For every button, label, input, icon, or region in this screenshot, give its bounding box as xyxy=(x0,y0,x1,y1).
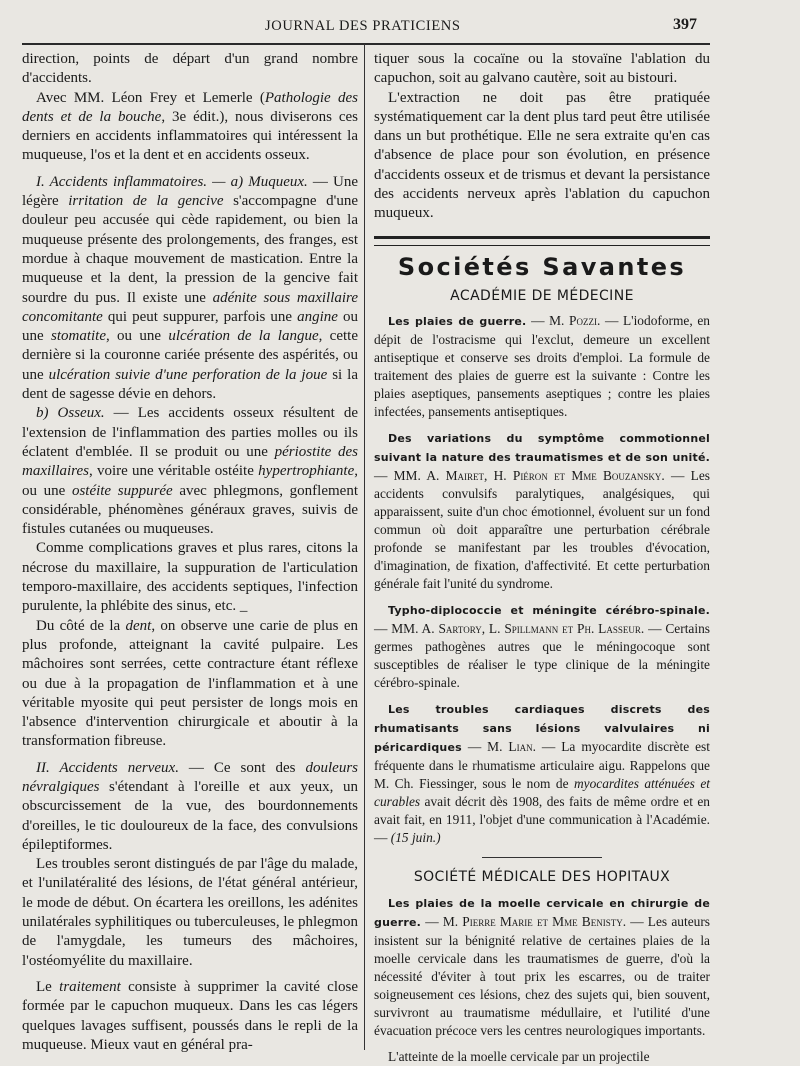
paragraph: Avec MM. Léon Frey et Lemerle (Pathologie des dents et de la bouche, 3e édit.), nous diviserons ces derniers en accidents inflammatoires qui intéressent la muqueuse, l'os et la dent et en accidents osseux. xyxy=(22,89,358,164)
page-number: 397 xyxy=(673,16,697,33)
journal-title: JOURNAL DES PRATICIENS xyxy=(265,18,461,34)
section-rule xyxy=(374,236,710,246)
society-entry: Les troubles cardiaques discrets des rhumatisants sans lésions valvulaires ni péricardiques — M. Lian. — La myocardite discrète est fréquente dans le rhumatisme articulaire aigu. Rappelons que M. Ch. Fiessinger, sous le nom de myocardites atténuées et curables avait décrit dès 1908, des faits de même ordre et en avait fait, en 1911, l'objet d'une communication à l'Académie. — (15 juin.) xyxy=(374,703,710,846)
running-header xyxy=(0,0,800,44)
society-entry: Typho-diplococcie et méningite cérébro-spinale. — MM. A. Sartory, L. Spillmann et Ph. Lasseur. — Certains germes pathogènes autres que le méningocoque sont susceptibles de réaliser le type clinique de la méningite cérébro-spinale. xyxy=(374,604,710,691)
paragraph: Les troubles seront distingués de par l'âge du malade, et l'unilatéralité des lésions, de l'état général antérieur, le mode de début. On écartera les oreillons, les adénites unilatérales syphilitiques ou tuberculeuses, le phlegmon de l'amygdale, les tumeurs des mâchoires, l'ostéomyélite du maxillaire. xyxy=(22,856,358,969)
right-column xyxy=(374,50,710,1066)
paragraph: L'atteinte de la moelle cervicale par un projectile xyxy=(388,1048,650,1064)
column-divider xyxy=(364,44,365,1050)
header-rule xyxy=(22,43,710,45)
paragraph: I. Accidents inflammatoires. — a) Muqueux. — Une légère irritation de la gencive s'accompagne d'une douleur peu accusée qui cède rapidement, ou bien la muqueuse présente des prolongements, des franges, est mordue à chaque mouvement de mastication. Entre la muqueuse et la dent, la pression de la gencive fait sourdre du pus. Il existe une adénite sous maxillaire concomitante qui peut suppurer, parfois une angine ou une stomatite, ou une ulcération de la langue, cette dernière si la couronne cariée présente des aspérités, ou une ulcération suivie d'une perforation de la joue si la dent de sagesse dévie en dehors. xyxy=(22,173,359,403)
paragraph: tiquer sous la cocaïne ou la stovaïne l'ablation du capuchon, soit au galvano cautère, soit au bistouri. xyxy=(374,51,710,87)
paragraph: Du côté de la dent, on observe une carie de plus en plus profonde, atteignant la cavité pulpaire. Les mâchoires sont serrées, cette contracture étant réflexe ou due à la propagation de l'inflammation et à une véritable myosite qui peut persister de longs mois en l'absence d'intervention chirurgicale et aboutir à la transformation fibreuse. xyxy=(22,617,358,750)
left-column xyxy=(22,50,358,1055)
society-entry: Les plaies de guerre. — M. Pozzi. — L'iodoforme, en dépit de l'ostracisme qui l'exclut, demeure un excellent antiseptique et conserve ses droits d'emploi. La formule de traitement des plaies de guerre est la suivante : Contre les plaies aseptiques, pansements aseptiques ; contre les plaies infectées, pansements antiseptiques. xyxy=(374,313,710,420)
society-entry: Des variations du symptôme commotionnel suivant la nature des traumatismes et de son unité. — MM. A. Mairet, H. Piéron et Mme Bouzansky. — Les accidents convulsifs paralytiques, analgésiques, qui apparaissent, suite d'un choc émotionnel, évoluent sur un fond commun où doit apparaître une perturbation cérébrale profonde se manifestant par les troubles d'évocation, d'imagination, de fixation, d'affectivité. Et cette perturbation générale fait l'unité du syndrome. xyxy=(374,432,710,592)
society-entry: Les plaies de la moelle cervicale en chirurgie de guerre. — M. Pierre Marie et Mme Benisty. — Les auteurs insistent sur la bénignité relative de certaines plaies de la moelle cervicale dans les traumatismes de guerre, d'où la nécessité d'éviter à tout prix les escarres, ou de traiter soigneusement ces lésions, chez des sujets qui, bien souvent, survivront au traumatisme médullaire, et l'utilité d'une évacuation précoce vers les centres neurologiques importants. xyxy=(374,896,710,1038)
paragraph: II. Accidents nerveux. — Ce sont des douleurs névralgiques s'étendant à l'oreille et aux yeux, un obscurcissement de la vue, des bourdonnements d'oreilles, le tic douloureux de la face, des convulsions épileptiformes. xyxy=(22,759,358,853)
separator-rule xyxy=(482,857,602,858)
paragraph: Comme complications graves et plus rares, citons la nécrose du maxillaire, la suppuration de l'articulation temporo-maxillaire, des accidents septiques, l'infection purulente, la phlébite des sinus, etc. _ xyxy=(22,540,358,615)
subsection-heading-academie: ACADÉMIE DE MÉDECINE xyxy=(450,287,634,304)
section-title: Sociétés Savantes xyxy=(397,252,687,281)
paragraph: L'extraction ne doit pas être pratiquée systématiquement car la dent plus tard peut être utilisée dans un but prothétique. Elle ne sera extraite qu'en cas d'absence de place pour son évolution, en présence d'accidents osseux et de trismus et devant la persistance des accidents nerveux après l'ablation du capuchon muqueux. xyxy=(374,89,710,222)
paragraph: direction, points de départ d'un grand nombre d'accidents. xyxy=(22,51,358,87)
paragraph: b) Osseux. — Les accidents osseux résultent de l'extension de l'inflammation des parties molles ou ils éclatent d'emblée. Il se produit ou une périostite des maxillaires, voire une véritable ostéite hypertrophiante, ou une ostéite suppurée avec phlegmons, gonflement considérable, phénomènes généraux graves, suivis de fistules cutanées ou muqueuses. xyxy=(22,405,359,538)
subsection-heading-societe: SOCIÉTÉ MÉDICALE DES HOPITAUX xyxy=(413,869,671,886)
paragraph: Le traitement consiste à supprimer la cavité close formée par le capuchon muqueux. Dans les cas légers quelques lavages suffisent, poussés dans le repli de la muqueuse. Mieux vaut en général pra- xyxy=(22,978,358,1053)
